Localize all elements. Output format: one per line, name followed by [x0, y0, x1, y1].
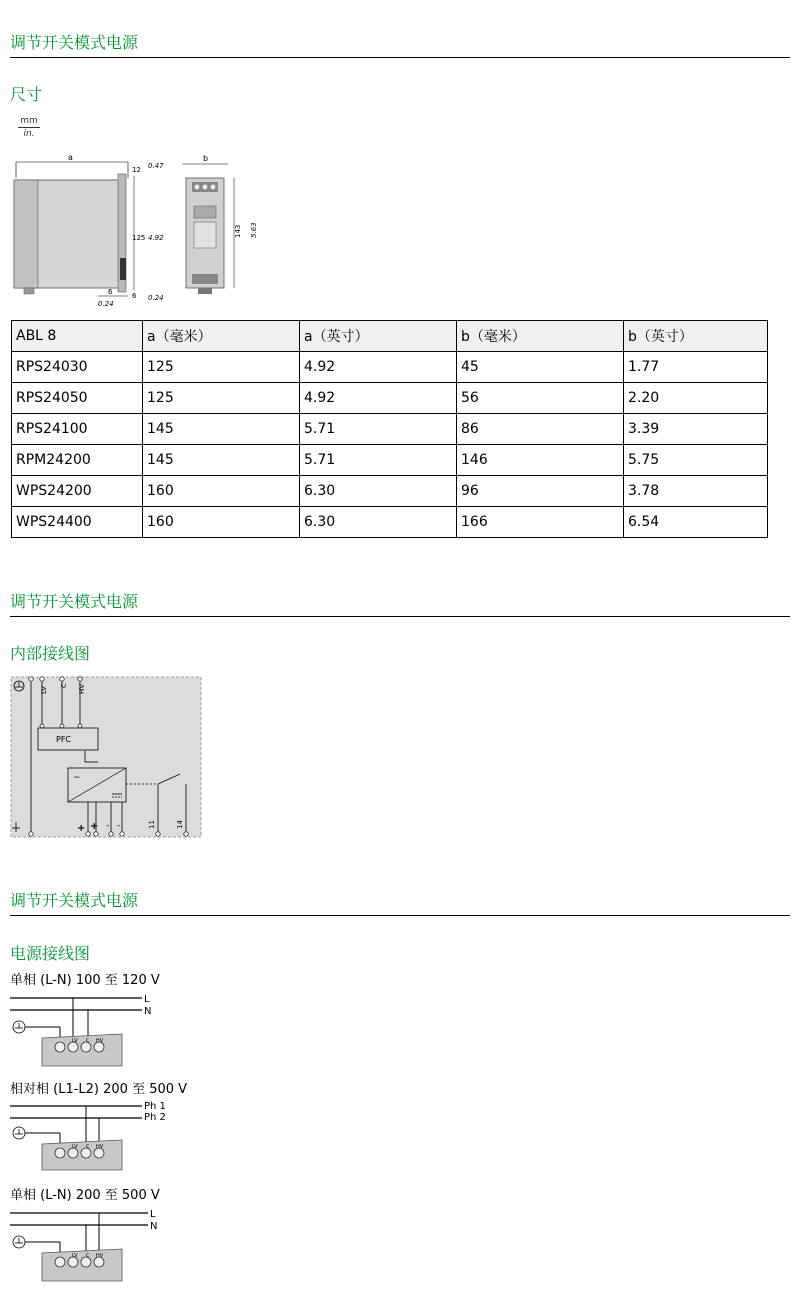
table-cell: 3.39 [624, 414, 768, 445]
subtitle-power-wiring: 电源接线图 [10, 944, 91, 963]
ground-icon [13, 1127, 25, 1139]
table-cell: 45 [457, 352, 624, 383]
dim-height-143: 143 [234, 224, 242, 238]
table-header: b（毫米） [457, 321, 624, 352]
table-cell: 145 [143, 445, 300, 476]
dim-side-125: 125 [132, 234, 146, 242]
table-row [12, 445, 768, 476]
wiring-diagram-3 [10, 1205, 170, 1287]
pfc-label: PFC [56, 735, 72, 744]
table-cell: 160 [143, 476, 300, 507]
terminal-c: C [86, 1038, 90, 1044]
dim-side-047: 0.47 [148, 162, 164, 170]
table-header: b（英寸） [624, 321, 768, 352]
table-cell: 6.30 [300, 507, 457, 538]
table-cell: 146 [457, 445, 624, 476]
subtitle-dimensions: 尺寸 [10, 85, 43, 104]
line-label-1: Ph 1 [144, 1101, 166, 1112]
table-row [12, 352, 768, 383]
table-cell: 4.92 [300, 383, 457, 414]
table-cell: 6.54 [624, 507, 768, 538]
dim-side-12: 12 [132, 166, 141, 174]
table-cell: 166 [457, 507, 624, 538]
table-cell: RPM24200 [12, 445, 143, 476]
table-header: a（毫米） [143, 321, 300, 352]
table-cell: RPS24050 [12, 383, 143, 414]
section-title-1: 调节开关模式电源 [10, 30, 790, 58]
dim-height-563: 5.63 [250, 222, 258, 238]
terminal-c: C [86, 1144, 90, 1150]
table-cell: WPS24400 [12, 507, 143, 538]
section-title-2: 调节开关模式电源 [10, 589, 790, 617]
table-header: ABL 8 [12, 321, 143, 352]
table-cell: RPS24100 [12, 414, 143, 445]
terminal-hv: HV [96, 1038, 104, 1044]
terminal-lv: LV [72, 1144, 78, 1150]
ground-icon [13, 1021, 25, 1033]
line-label-1: L [150, 1209, 156, 1220]
table-cell: 3.78 [624, 476, 768, 507]
dim-side-024: 0.24 [148, 294, 164, 302]
dim-side-492: 4.92 [148, 234, 164, 242]
dimensions-table [11, 320, 768, 538]
table-cell: 160 [143, 507, 300, 538]
relay-11: 11 [148, 820, 156, 829]
table-header: a（英寸） [300, 321, 457, 352]
table-cell: 86 [457, 414, 624, 445]
internal-wiring-diagram [10, 676, 204, 844]
unit-key [18, 116, 40, 139]
wiring-diagram-2 [10, 1098, 190, 1178]
wiring-caption-1: 单相 (L-N) 100 至 120 V [10, 973, 160, 988]
table-cell: 5.71 [300, 445, 457, 476]
relay-14: 14 [176, 820, 184, 829]
line-label-1: L [144, 994, 150, 1005]
dim-a-label: a [68, 153, 73, 162]
table-cell: RPS24030 [12, 352, 143, 383]
table-cell: 145 [143, 414, 300, 445]
wiring-diagram-1 [10, 990, 170, 1070]
side-view [14, 153, 164, 308]
table-header-row [12, 321, 768, 352]
table-cell: 2.20 [624, 383, 768, 414]
table-cell: 1.77 [624, 352, 768, 383]
front-view [182, 154, 258, 294]
dimension-drawing [10, 148, 280, 313]
table-row [12, 507, 768, 538]
unit-mm: mm [20, 116, 38, 126]
line-label-2: N [144, 1006, 152, 1017]
table-row [12, 383, 768, 414]
output-plus-2: + [90, 821, 99, 832]
table-cell: 56 [457, 383, 624, 414]
dim-bottom-024: 0.24 [98, 300, 114, 308]
table-cell: 125 [143, 352, 300, 383]
dim-side-6: 6 [132, 292, 137, 300]
terminal-c: C [86, 1253, 90, 1259]
input-c: C [60, 683, 68, 688]
table-cell: 96 [457, 476, 624, 507]
subtitle-internal-wiring: 内部接线图 [10, 644, 91, 663]
terminal-hv: HV [96, 1144, 104, 1150]
table-cell: 5.75 [624, 445, 768, 476]
section-title-3: 调节开关模式电源 [10, 888, 790, 916]
output-minus-2: - [117, 821, 121, 831]
table-row [12, 414, 768, 445]
wiring-caption-3: 单相 (L-N) 200 至 500 V [10, 1188, 160, 1203]
ground-icon [13, 1236, 25, 1248]
dim-b-label: b [203, 154, 209, 163]
dim-bottom-6: 6 [108, 288, 113, 296]
output-plus-1: + [77, 823, 86, 834]
input-lv: LV [40, 686, 48, 694]
line-label-2: N [150, 1221, 158, 1232]
table-row [12, 476, 768, 507]
terminal-lv: LV [72, 1038, 78, 1044]
table-cell: 4.92 [300, 352, 457, 383]
unit-in: in. [23, 129, 35, 139]
line-label-2: Ph 2 [144, 1112, 166, 1123]
terminal-hv: HV [96, 1253, 104, 1259]
terminal-lv: LV [72, 1253, 78, 1259]
input-hv: HV [78, 683, 86, 694]
svg-text:~: ~ [73, 773, 81, 783]
table-cell: 5.71 [300, 414, 457, 445]
table-cell: 125 [143, 383, 300, 414]
table-cell: WPS24200 [12, 476, 143, 507]
wiring-caption-2: 相对相 (L1-L2) 200 至 500 V [10, 1082, 188, 1097]
converter-icon [68, 768, 126, 802]
output-minus-1: - [106, 821, 110, 831]
table-cell: 6.30 [300, 476, 457, 507]
